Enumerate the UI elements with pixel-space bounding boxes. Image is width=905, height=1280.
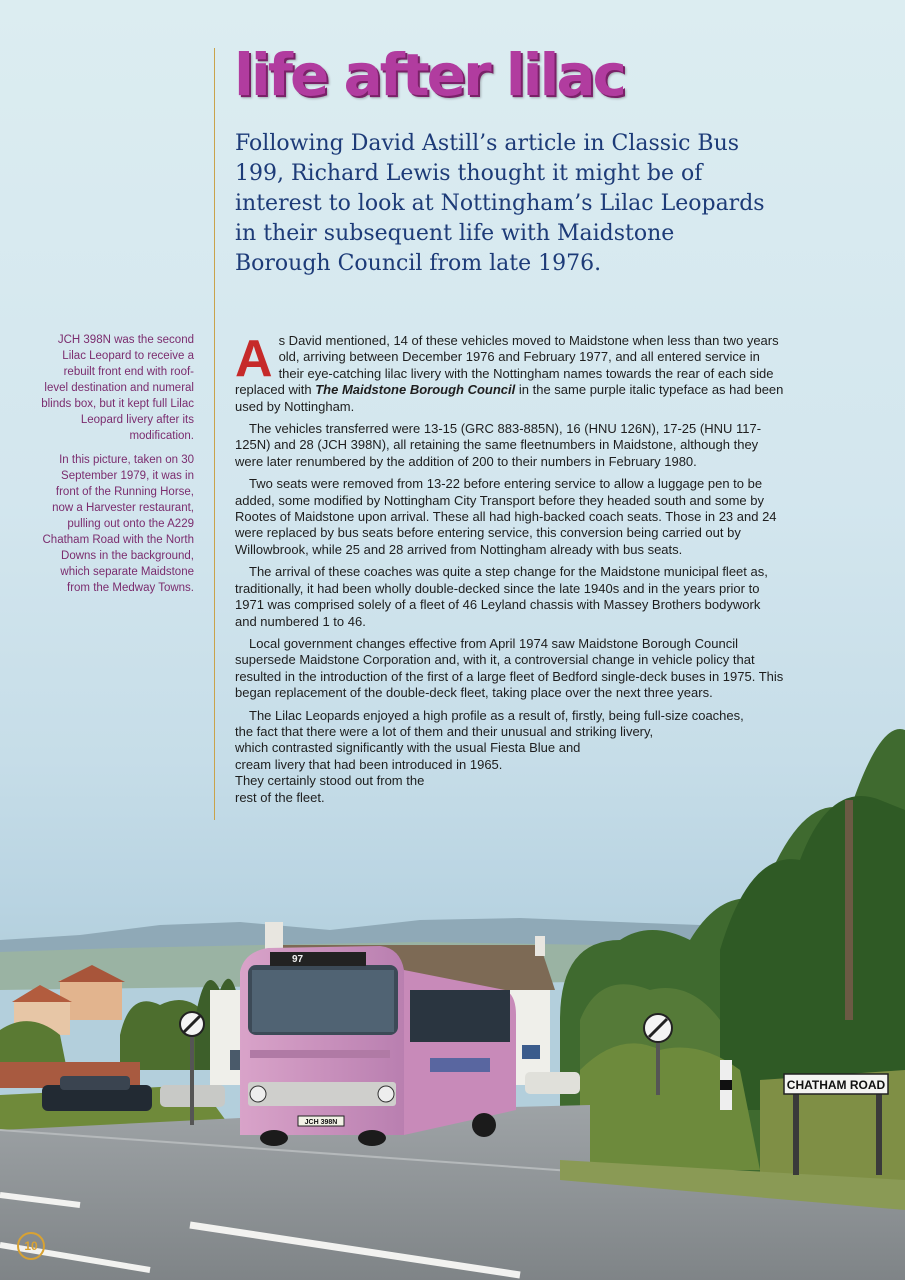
bus-registration-plate: JCH 398N	[304, 1119, 338, 1126]
body-paragraph-3: Two seats were removed from 13-22 before entering service to allow a luggage pen to be added, some modified by Nottingham City Transport before they headed south and some by Rootes of Maidstone upon arrival. These all had high-backed coach seats. Those in 23 and 24 were replaced by bus seats before entering service, this conversion being carried out by Willowbrook, while 25 and 28 arrived from Nottingham already with bus seats.	[235, 476, 777, 557]
body-paragraph-1	[235, 330, 785, 415]
drop-cap: A	[235, 330, 273, 388]
bus-destination-number: 97	[292, 954, 304, 965]
caption-paragraph-1: JCH 398N was the second Lilac Leopard to receive a rebuilt front end with roof-level destination and numeral blinds box, but it kept full Lilac Leopard livery after its modification.	[41, 334, 194, 442]
body-p1-text-b: in the same purple italic typeface as had been used by Nottingham.	[235, 382, 784, 414]
body-paragraph-2: The vehicles transferred were 13-15 (GRC 883-885N), 16 (HNU 126N), 17-25 (HNU 117-125N) and 28 (JCH 398N), all retaining the same fleetnumbers in Maidstone, although they were later renumbered by the addition of 200 to their numbers in February 1980.	[235, 421, 762, 469]
body-p1-emphasis: The Maidstone Borough Council	[315, 382, 516, 398]
body-p1-text-a: s David mentioned, 14 of these vehicles moved to Maidstone when less than two years old, arriving between December 1976 and February 1977, and all entered service in their eye-catching lilac livery with the Nottingham names towards the rear of each side replaced with	[235, 333, 779, 398]
body-paragraph-6-line-5: rest of the fleet.	[235, 789, 325, 805]
article-body	[235, 330, 785, 806]
body-paragraph-6-line-2: which contrasted significantly with the usual Fiesta Blue and	[235, 740, 581, 756]
chatham-road-sign: CHATHAM ROAD	[786, 1078, 886, 1092]
photo-caption	[40, 332, 194, 604]
page-title: life after lilac	[234, 41, 624, 109]
page-number: 10	[17, 1232, 45, 1260]
body-paragraph-5: Local government changes effective from April 1974 saw Maidstone Borough Council supersede Maidstone Corporation and, with it, a controversial change in vehicle policy that resulted in the introduction of the first of a large fleet of Bedford single-deck buses in 1975. This began replacement of the double-deck fleet, taking place over the next three years.	[235, 635, 784, 701]
body-paragraph-6-line-1: The Lilac Leopards enjoyed a high profile as a result of, firstly, being full-size coaches, the fact that there were a lot of them and their unusual and striking livery,	[235, 707, 744, 739]
vertical-rule	[214, 48, 215, 820]
standfirst: Following David Astill’s article in Classic Bus 199, Richard Lewis thought it might be of interest to look at Nottingham’s Lilac Leopards in their subsequent life with Maidstone Borough Council from late 1976.	[235, 131, 765, 276]
body-paragraph-6-line-4: They certainly stood out from the	[235, 773, 425, 789]
body-paragraph-6-line-3: cream livery that had been introduced in 1965.	[235, 756, 503, 772]
body-paragraph-4: The arrival of these coaches was quite a step change for the Maidstone municipal fleet as, traditionally, it had been wholly double-decked since the late 1940s and in the years prior to 1971 was comprised solely of a fleet of 46 Leyland chassis with Massey Brothers bodywork and numbered 1 to 46.	[235, 564, 768, 629]
caption-paragraph-2: In this picture, taken on 30 September 1979, it was in front of the Running Horse, now a Harvester restaurant, pulling out onto the A229 Chatham Road with the North Downs in the background, which separate Maidstone from the Medway Towns.	[42, 454, 194, 594]
